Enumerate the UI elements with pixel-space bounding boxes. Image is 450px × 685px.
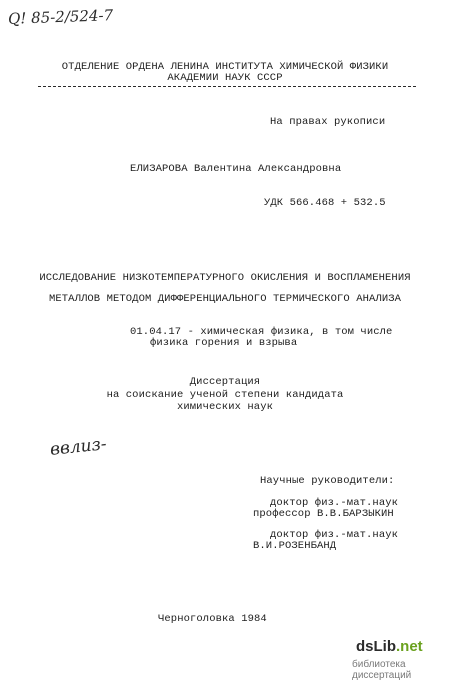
institution-line-1: ОТДЕЛЕНИЕ ОРДЕНА ЛЕНИНА ИНСТИТУТА ХИМИЧЕСКОЙ ФИЗИКИ (61, 61, 389, 73)
supervisor-2-degree: доктор физ.-мат.наук (270, 529, 399, 541)
watermark-site-tld: .net (396, 638, 423, 655)
udk-code: УДК 566.468 + 532.5 (264, 197, 386, 209)
watermark-site-name: dsLib (356, 638, 396, 655)
author-name: ЕЛИЗАРОВА Валентина Александровна (130, 163, 342, 175)
header-divider (38, 86, 416, 87)
dissertation-label: Диссертация (189, 376, 261, 388)
supervisors-heading: Научные руководители: (260, 475, 395, 487)
specialty-line-2: физика горения и взрыва (150, 337, 298, 349)
supervisor-2-name: В.И.РОЗЕНБАНД (253, 540, 337, 552)
watermark-subtitle: библиотека диссертаций (352, 659, 412, 681)
supervisor-1-name: профессор В.В.БАРЗЫКИН (253, 508, 394, 520)
watermark-logo[interactable] (356, 638, 423, 655)
place-and-year: Черноголовка 1984 (158, 613, 267, 625)
thesis-title-line-1: ИССЛЕДОВАНИЕ НИЗКОТЕМПЕРАТУРНОГО ОКИСЛЕНИЯ И ВОСПЛАМЕНЕНИЯ (39, 272, 411, 284)
degree-line: на соискание ученой степени кандидата (106, 389, 344, 401)
field-line: химических наук (176, 401, 273, 413)
archive-stamp: Q! 85-2/524-7 (7, 6, 114, 28)
institution-line-2: АКАДЕМИИ НАУК СССР (167, 72, 283, 84)
specialty-line-1: 01.04.17 - химическая физика, в том числе (130, 326, 393, 338)
handwritten-note: ввлиз- (49, 434, 108, 460)
rights-note: На правах рукописи (270, 116, 386, 128)
supervisor-1-degree: доктор физ.-мат.наук (270, 497, 399, 509)
thesis-title-line-2: МЕТАЛЛОВ МЕТОДОМ ДИФФЕРЕНЦИАЛЬНОГО ТЕРМИЧЕСКОГО АНАЛИЗА (48, 293, 402, 305)
